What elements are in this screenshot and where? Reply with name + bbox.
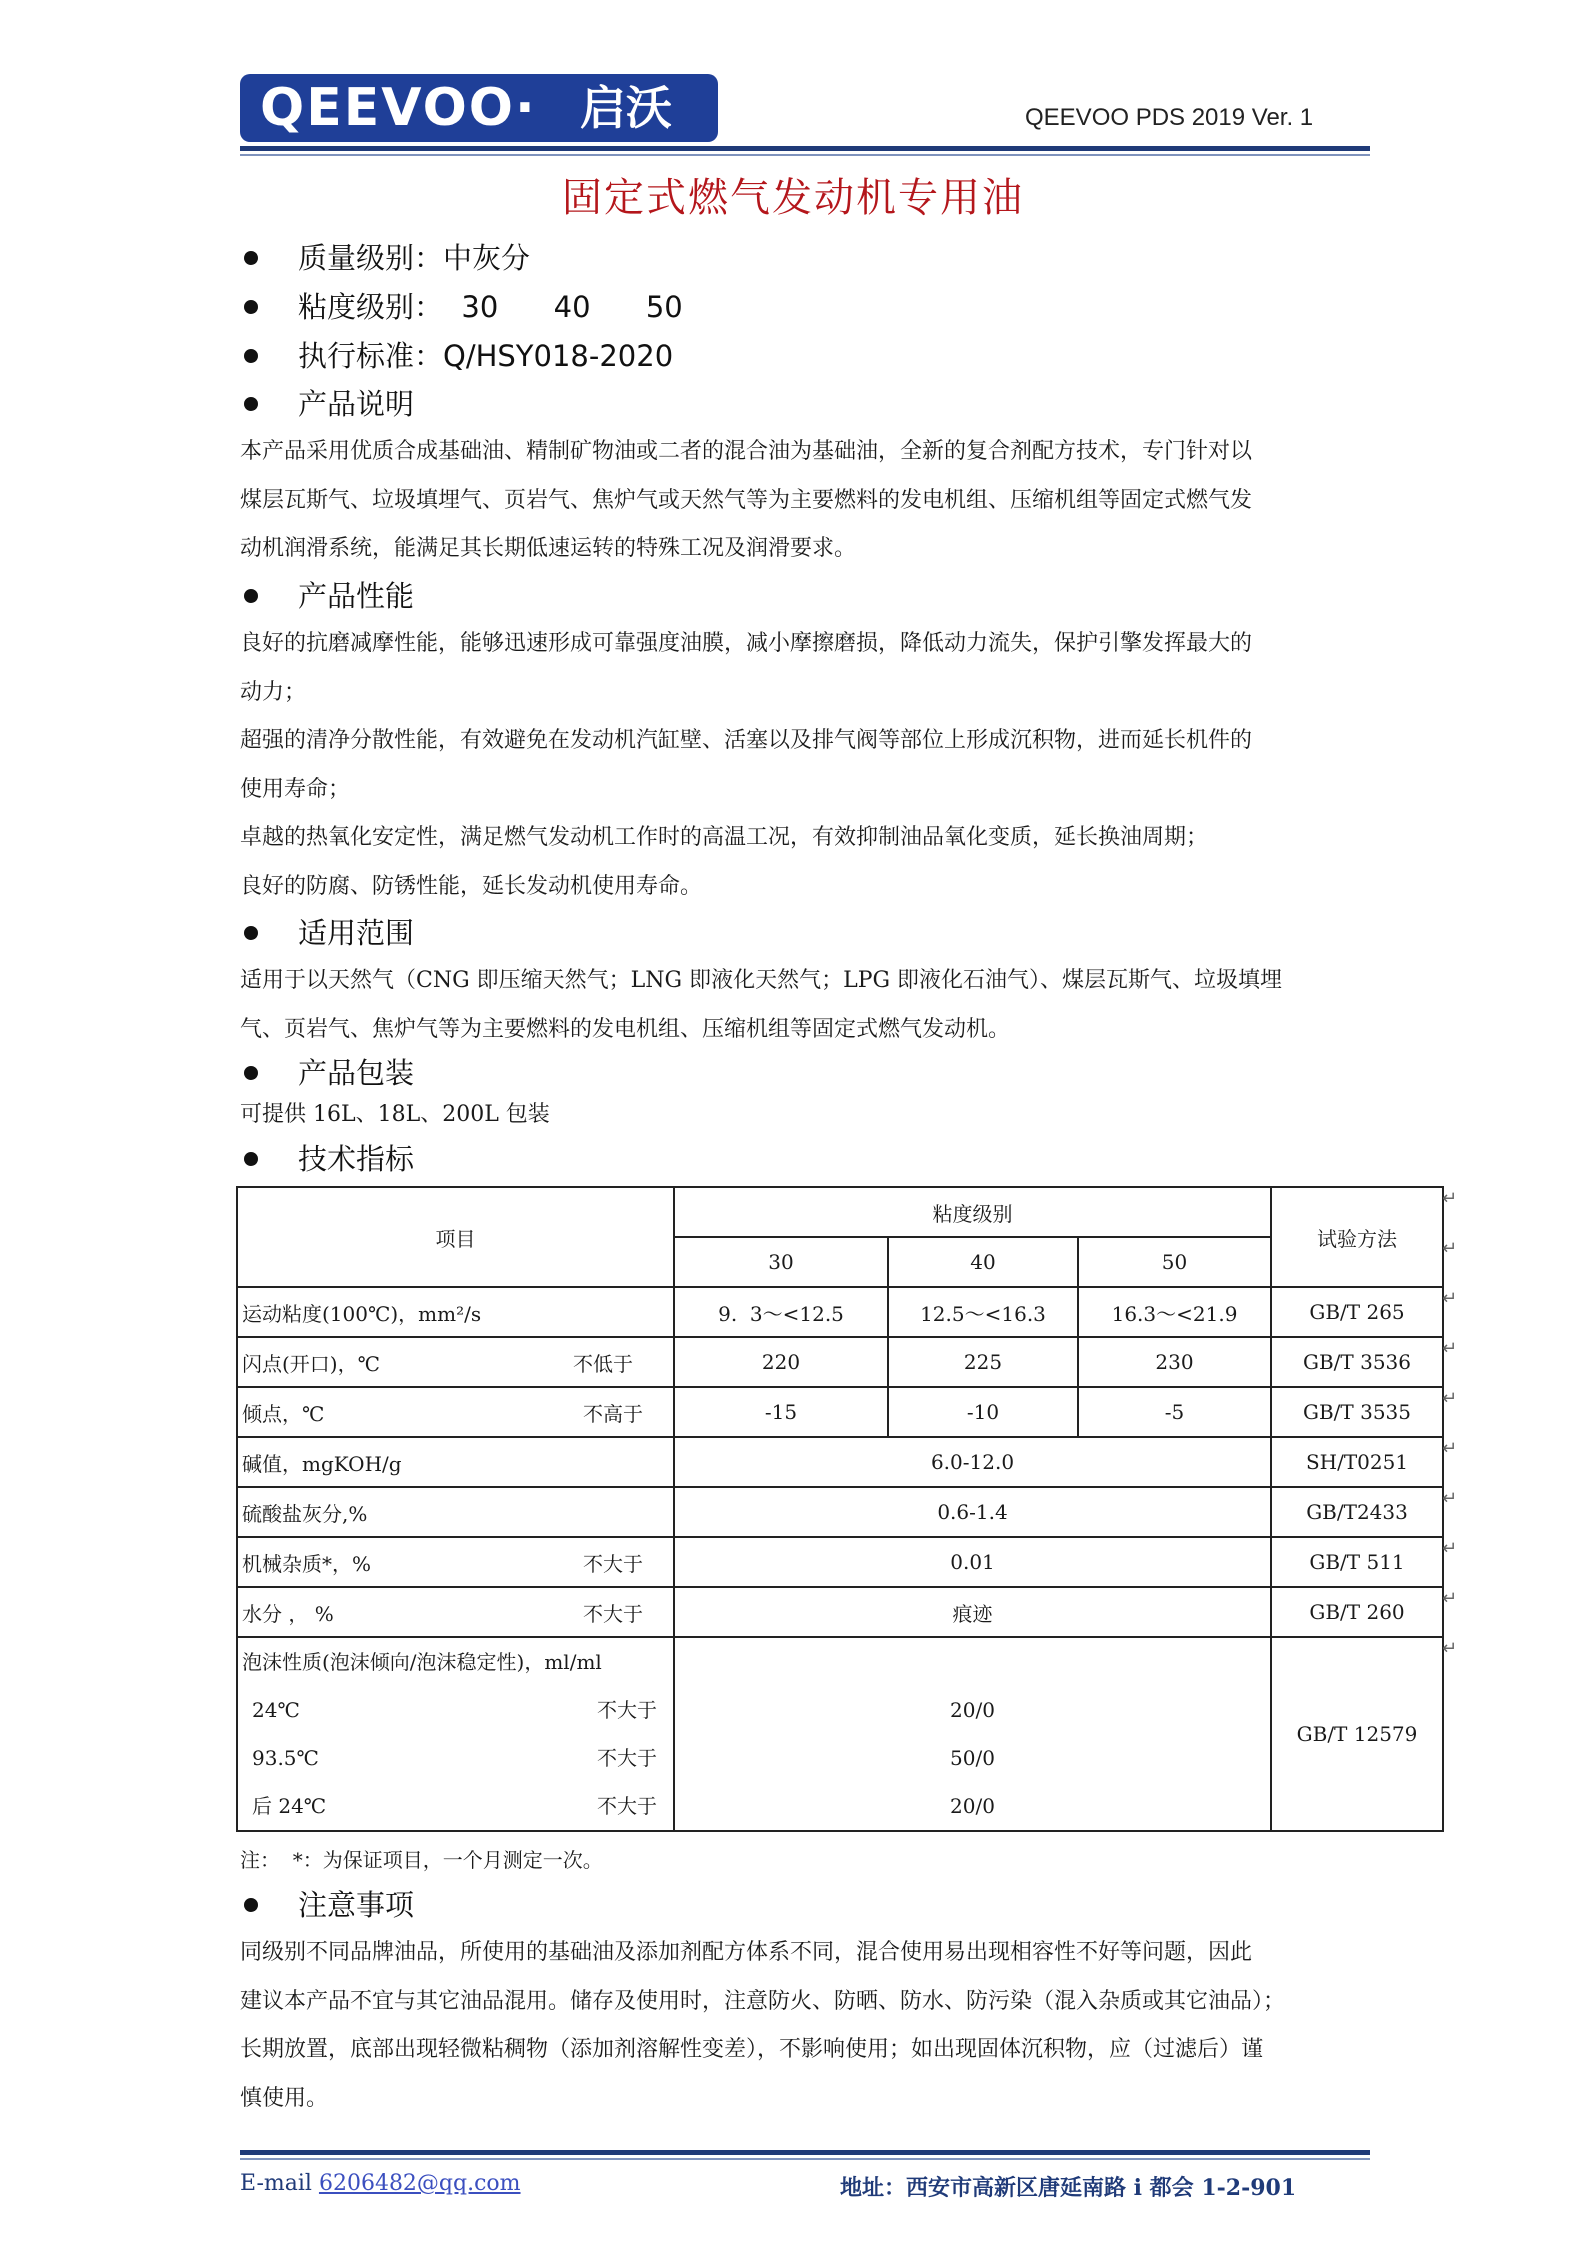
table-row [237, 1387, 1443, 1437]
cell-value: -5 [1078, 1387, 1271, 1437]
page-title: 固定式燃气发动机专用油 [562, 175, 1024, 221]
paragraph-mark-icon: ↵ [1442, 1638, 1458, 1659]
table-row [237, 1287, 1443, 1337]
section-heading-scope: 适用范围 [298, 916, 415, 950]
cell-method: GB/T2433 [1271, 1487, 1443, 1537]
footer-address: 地址：西安市高新区唐延南路 i 都会 1-2-901 [840, 2175, 1297, 2201]
table-row [237, 1337, 1443, 1387]
foam-item: 后 24℃ 不大于 [252, 1794, 657, 1818]
row-label: 闪点(开口)，℃ 不低于 [237, 1337, 674, 1387]
bullet-icon [244, 349, 258, 363]
cell-method: GB/T 3536 [1271, 1337, 1443, 1387]
cell-value: 12.5～<16.3 [888, 1287, 1078, 1337]
cell-value: 225 [888, 1337, 1078, 1387]
paragraph-mark-icon: ↵ [1442, 1338, 1458, 1359]
cell-value: 6.0-12.0 [674, 1437, 1271, 1487]
footer-rule [240, 2150, 1370, 2155]
header-grade-40: 40 [888, 1237, 1078, 1287]
footer-email: E-mail 6206482@qq.com [240, 2171, 521, 2196]
table-header-row [237, 1187, 1443, 1237]
bullet-icon [244, 1066, 258, 1080]
paragraph-mark-icon: ↵ [1442, 1188, 1458, 1209]
paragraph-mark-icon: ↵ [1442, 1288, 1458, 1309]
table-row [237, 1437, 1443, 1487]
table-row [237, 1537, 1443, 1587]
paragraph-mark-icon: ↵ [1442, 1438, 1458, 1459]
cell-value: 9. 3～<12.5 [674, 1287, 888, 1337]
paragraph-mark-icon: ↵ [1442, 1488, 1458, 1509]
cell-value: -15 [674, 1387, 888, 1437]
bullet-icon [244, 397, 258, 411]
quality-grade: 质量级别：中灰分 [298, 241, 531, 275]
cell-method: SH/T0251 [1271, 1437, 1443, 1487]
bullet-icon [244, 1152, 258, 1166]
foam-label-cell [237, 1637, 674, 1831]
packaging-text: 可提供 16L、18L、200L 包装 [240, 1102, 550, 1127]
header-grade: 粘度级别 [674, 1187, 1271, 1237]
section-heading-technical: 技术指标 [298, 1142, 415, 1176]
logo-latin-text: QEEVOO· [260, 78, 537, 138]
notes-text: 同级别不同品牌油品，所使用的基础油及添加剂配方体系不同，混合使用易出现相容性不好等问题，因此 建议本产品不宜与其它油品混用。储存及使用时，注意防火、防晒、防水、防污染（混入杂质或其它油品）； 长期放置，底部出现轻微粘稠物（添加剂溶解性变差），不影响使用；如出现固体沉积物，应（过滤后）谨 慎使用。 [240, 1940, 1286, 2111]
standard: 执行标准：Q/HSY018-2020 [298, 339, 674, 373]
section-heading-notes: 注意事项 [298, 1888, 415, 1922]
cell-value: -10 [888, 1387, 1078, 1437]
header-rule-thin [240, 154, 1370, 156]
email-link[interactable]: 6206482@qq.com [318, 2171, 521, 2196]
cell-value: 0.01 [674, 1537, 1271, 1587]
section-heading-performance: 产品性能 [298, 579, 415, 613]
bullet-icon [244, 300, 258, 314]
table-row [237, 1587, 1443, 1637]
document-id: QEEVOO PDS 2019 Ver. 1 [1025, 104, 1314, 131]
cell-method: GB/T 265 [1271, 1287, 1443, 1337]
row-label: 机械杂质*，% 不大于 [237, 1537, 674, 1587]
bullet-icon [244, 926, 258, 940]
description-text: 本产品采用优质合成基础油、精制矿物油或二者的混合油为基础油，全新的复合剂配方技术，专门针对以 煤层瓦斯气、垃圾填埋气、页岩气、焦炉气或天然气等为主要燃料的发电机组、压缩机组等固定式燃气发 动机润滑系统，能满足其长期低速运转的特殊工况及润滑要求。 [240, 439, 1253, 561]
bullet-icon [244, 251, 258, 265]
logo-chinese-text: 启沃 [580, 81, 672, 135]
row-label: 水分 ， % 不大于 [237, 1587, 674, 1637]
bullet-icon [244, 1898, 258, 1912]
cell-method: GB/T 12579 [1271, 1637, 1443, 1831]
scope-text: 适用于以天然气（CNG 即压缩天然气；LNG 即液化天然气；LPG 即液化石油气）、煤层瓦斯气、垃圾填埋 气、页岩气、焦炉气等为主要燃料的发电机组、压缩机组等固定式燃气发动机。 [240, 968, 1283, 1042]
row-label: 碱值，mgKOH/g [237, 1437, 674, 1487]
row-label: 硫酸盐灰分,% [237, 1487, 674, 1537]
table-row [237, 1487, 1443, 1537]
section-heading-description: 产品说明 [298, 387, 415, 421]
company-logo [240, 74, 718, 142]
paragraph-mark-icon: ↵ [1442, 1588, 1458, 1609]
table-note: 注： *：为保证项目，一个月测定一次。 [240, 1848, 603, 1872]
foam-item: 93.5℃ 不大于 [252, 1746, 657, 1770]
row-label: 运动粘度(100℃)，mm²/s [237, 1287, 674, 1337]
cell-value: 220 [674, 1337, 888, 1387]
footer-rule-thin [240, 2158, 1370, 2160]
table-row-foam [237, 1637, 1443, 1831]
foam-values: 20/0 50/0 20/0 [674, 1637, 1271, 1831]
foam-item: 24℃ 不大于 [252, 1698, 657, 1722]
cell-value: 230 [1078, 1337, 1271, 1387]
foam-label: 泡沫性质(泡沫倾向/泡沫稳定性)，ml/ml [242, 1650, 602, 1674]
performance-text: 良好的抗磨减摩性能，能够迅速形成可靠强度油膜，减小摩擦磨损，降低动力流失，保护引擎发挥最大的 动力； 超强的清净分散性能，有效避免在发动机汽缸壁、活塞以及排气阀等部位上形成沉积物，进而延长机件的 使用寿命； 卓越的热氧化安定性，满足燃气发动机工作时的高温工况，有效抑制油品氧化变质，延长换油周期； 良好的防腐、防锈性能，延长发动机使用寿命。 [240, 631, 1253, 899]
paragraph-mark-icon: ↵ [1442, 1238, 1458, 1259]
spec-table [236, 1186, 1444, 1832]
row-label: 倾点，℃ 不高于 [237, 1387, 674, 1437]
header-grade-50: 50 [1078, 1237, 1271, 1287]
cell-value: 0.6-1.4 [674, 1487, 1271, 1537]
paragraph-mark-icon: ↵ [1442, 1388, 1458, 1409]
section-heading-packaging: 产品包装 [298, 1056, 415, 1090]
cell-value: 痕迹 [674, 1587, 1271, 1637]
header-rule [240, 146, 1370, 151]
header-item: 项目 [237, 1187, 674, 1287]
paragraph-mark-icon: ↵ [1442, 1538, 1458, 1559]
bullet-icon [244, 589, 258, 603]
cell-method: GB/T 260 [1271, 1587, 1443, 1637]
header-grade-30: 30 [674, 1237, 888, 1287]
header-method: 试验方法 [1271, 1187, 1443, 1287]
cell-method: GB/T 3535 [1271, 1387, 1443, 1437]
viscosity-grade: 粘度级别： 30 40 50 [298, 290, 683, 324]
cell-value: 16.3～<21.9 [1078, 1287, 1271, 1337]
cell-method: GB/T 511 [1271, 1537, 1443, 1587]
